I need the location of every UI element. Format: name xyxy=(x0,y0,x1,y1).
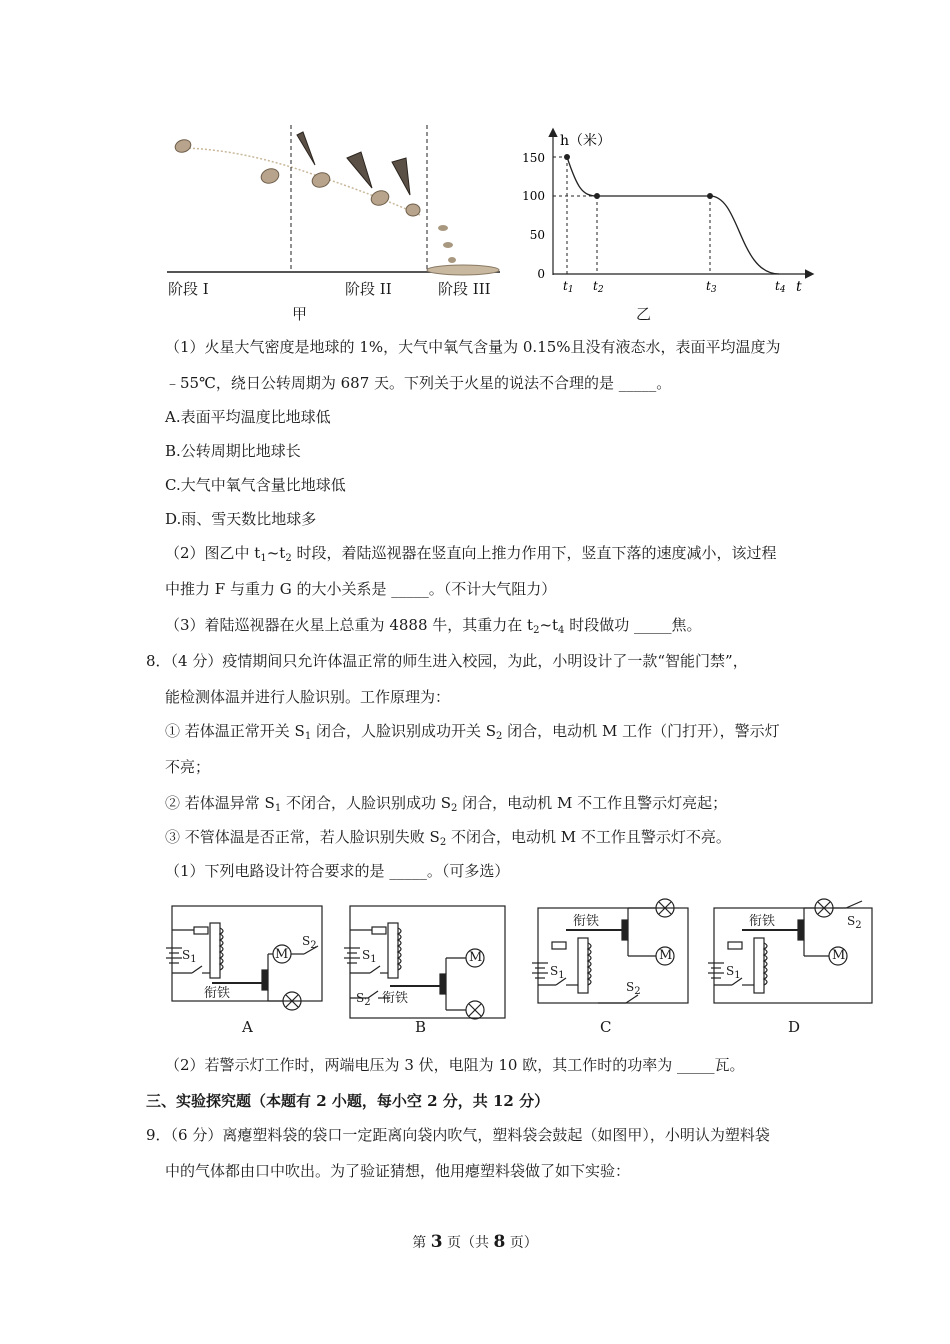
circuit-a-armature-label: 衔铁 xyxy=(204,986,231,1001)
q7-option-c: C.大气中氧气含量比地球低 xyxy=(165,476,346,494)
q7-option-b: B.公转周期比地球长 xyxy=(165,442,301,460)
q8-sub1: （1）下列电路设计符合要求的是 _____。（可多选） xyxy=(165,862,510,880)
x-tick-t2: t2 xyxy=(593,279,604,295)
circuit-c-armature-label: 衔铁 xyxy=(573,914,600,929)
y-tick-100: 100 xyxy=(522,189,545,203)
x-tick-t1: t1 xyxy=(563,279,574,295)
q7-part1-line2: ﹣55℃，绕日公转周期为 687 天。下列关于火星的说法不合理的是 _____。 xyxy=(165,374,672,392)
q8-condition-1-line1: ① 若体温正常开关 $S_1$ 闭合，人脸识别成功开关 $S_2$ 闭合，电动机 M 工作（门打开），警示灯 xyxy=(165,722,780,742)
data-point-t3 xyxy=(707,193,713,199)
q7-option-a: A.表面平均温度比地球低 xyxy=(165,408,331,426)
circuit-label-b: B xyxy=(415,1018,427,1036)
y-tick-150: 150 xyxy=(522,151,545,165)
q8-head-line2: 能检测体温并进行人脸识别。工作原理为： xyxy=(165,688,451,706)
q7-option-d: D.雨、雪天数比地球多 xyxy=(165,510,317,528)
section-3-heading: 三、实验探究题（本题有 2 小题，每小空 2 分，共 12 分） xyxy=(146,1092,550,1110)
circuit-d-s1-label: $S_1$ xyxy=(726,964,741,981)
figure-yi xyxy=(515,125,815,295)
stage-2-label: 阶段 II xyxy=(345,280,392,298)
y-axis-label: h（米） xyxy=(560,133,612,149)
q9-line1: 9．（6 分）离瘪塑料袋的袋口一定距离向袋内吹气，塑料袋会鼓起（如图甲），小明认为塑料袋 xyxy=(146,1126,770,1144)
x-tick-t3: t3 xyxy=(706,279,717,295)
stage-3-label: 阶段 III xyxy=(438,280,491,298)
y-tick-50: 50 xyxy=(529,228,545,242)
q8-sub2: （2）若警示灯工作时，两端电压为 3 伏，电阻为 10 欧，其工作时的功率为 _____瓦。 xyxy=(165,1056,745,1074)
q7-part2-line1: （2）图乙中 $t_1\sim t_2$ 时段，着陆巡视器在竖直向上推力作用下，竖直下落的速度减小，该过程 xyxy=(165,544,777,564)
height-time-chart xyxy=(515,125,815,295)
page-total: 8 xyxy=(493,1232,506,1252)
q8-condition-2: ② 若体温异常 $S_1$ 不闭合，人脸识别成功 $S_2$ 闭合，电动机 M 不工作且警示灯亮起； xyxy=(165,794,728,814)
circuit-label-c: C xyxy=(600,1018,612,1036)
circuit-d-s2-label: $S_2$ xyxy=(847,914,862,931)
circuit-label-d: D xyxy=(788,1018,801,1036)
x-tick-t4: t4 xyxy=(775,279,786,295)
circuit-d-motor-label: M xyxy=(832,948,846,963)
circuit-a-motor-label: M xyxy=(275,947,289,962)
figure-jia-caption: 甲 xyxy=(292,305,308,323)
stage-1-label: 阶段 I xyxy=(168,280,209,298)
circuit-d-armature-label: 衔铁 xyxy=(749,914,776,929)
q8-condition-3: ③ 不管体温是否正常，若人脸识别失败 $S_2$ 不闭合，电动机 M 不工作且警示灯不亮。 xyxy=(165,828,731,848)
circuit-c-motor-label: M xyxy=(659,948,673,963)
q8-head-line1: 8．（4 分）疫情期间只允许体温正常的师生进入校园，为此，小明设计了一款“智能门禁”， xyxy=(146,652,748,670)
q7-part1-line1: （1）火星大气密度是地球的 1%，大气中氧气含量为 0.15%且没有液态水，表面平均温度为 xyxy=(165,338,781,356)
circuit-c-s2-label: $S_2$ xyxy=(626,980,641,997)
data-point-t2 xyxy=(594,193,600,199)
circuit-label-a: A xyxy=(242,1018,253,1036)
y-tick-0: 0 xyxy=(537,267,545,281)
circuit-b-s1-label: $S_1$ xyxy=(362,948,377,965)
circuit-a-s1-label: $S_1$ xyxy=(182,948,197,965)
circuit-b-armature-label: 衔铁 xyxy=(382,991,409,1006)
page-footer: 第 3 页（共 8 页） xyxy=(412,1232,538,1252)
q7-part3: （3）着陆巡视器在火星上总重为 4888 牛，其重力在 $t_2\sim t_4$ 时段做功 _____焦。 xyxy=(165,616,702,636)
q8-condition-1-line2: 不亮； xyxy=(165,758,211,776)
figure-yi-caption: 乙 xyxy=(636,305,652,323)
page-number: 3 xyxy=(430,1232,443,1252)
q9-line2: 中的气体都由口中吹出。为了验证猜想，他用瘪塑料袋做了如下实验： xyxy=(165,1162,631,1180)
circuit-a-s2-label: $S_2$ xyxy=(302,934,317,951)
x-axis-label: t xyxy=(796,279,802,295)
circuit-c-s1-label: $S_1$ xyxy=(550,964,565,981)
height-curve xyxy=(567,157,779,274)
circuit-figures xyxy=(160,898,880,1048)
circuit-b-motor-label: M xyxy=(469,950,483,965)
data-point-t1 xyxy=(564,154,570,160)
circuit-b-s2-label: $S_2$ xyxy=(356,991,371,1008)
q7-part2-line2: 中推力 F 与重力 G 的大小关系是 _____。（不计大气阻力） xyxy=(165,580,557,598)
